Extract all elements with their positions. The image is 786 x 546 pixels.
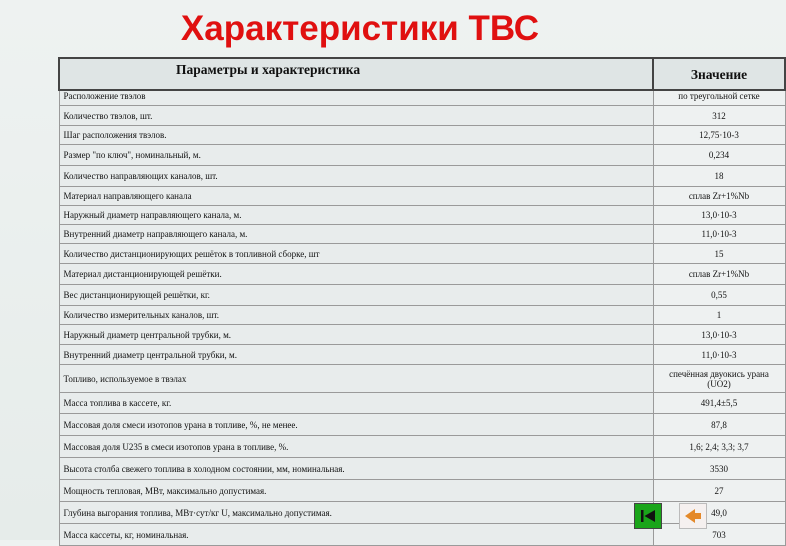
table-row	[59, 325, 785, 345]
value-cell: 3530	[653, 458, 785, 480]
value-cell: 11,0·10-3	[653, 345, 785, 365]
table-row	[59, 306, 785, 325]
parameter-cell: Топливо, используемое в твэлах	[59, 365, 653, 393]
value-cell: 491,4±5,5	[653, 393, 785, 414]
value-cell: по треугольной сетке	[653, 90, 785, 106]
parameter-cell: Высота столба свежего топлива в холодном состоянии, мм, номинальная.	[59, 458, 653, 480]
first-slide-icon	[640, 509, 656, 523]
parameter-cell: Количество дистанционирующих решёток в топливной сборке, шт	[59, 244, 653, 264]
value-cell: 49,0	[653, 502, 785, 524]
value-cell: 312	[653, 106, 785, 126]
table-row	[59, 264, 785, 285]
value-cell: 87,8	[653, 414, 785, 436]
value-cell: 1,6; 2,4; 3,3; 3,7	[653, 436, 785, 458]
back-button[interactable]	[679, 503, 707, 529]
value-cell: 15	[653, 244, 785, 264]
table-row	[59, 225, 785, 244]
value-cell: 0,55	[653, 285, 785, 306]
value-cell: 13,0·10-3	[653, 206, 785, 225]
table-row	[59, 106, 785, 126]
value-cell: 1	[653, 306, 785, 325]
first-slide-button[interactable]	[634, 503, 662, 529]
parameter-cell: Глубина выгорания топлива, МВт·сут/кг U, максимально допустимая.	[59, 502, 653, 524]
parameter-cell: Внутренний диаметр направляющего канала, м.	[59, 225, 653, 244]
parameter-cell: Материал дистанционирующей решётки.	[59, 264, 653, 285]
parameter-cell: Размер "по ключ", номинальный, м.	[59, 145, 653, 166]
table-row	[59, 166, 785, 187]
value-cell: спечённая двуокись урана (UO2)	[653, 365, 785, 393]
characteristics-table	[58, 57, 786, 546]
column-header-value: Значение	[653, 58, 785, 90]
table-row	[59, 145, 785, 166]
parameter-cell: Внутренний диаметр центральной трубки, м.	[59, 345, 653, 365]
parameter-cell: Количество твэлов, шт.	[59, 106, 653, 126]
column-header-parameter: Параметры и характеристика	[59, 58, 653, 90]
parameter-cell: Массовая доля смеси изотопов урана в топливе, %, не менее.	[59, 414, 653, 436]
parameter-cell: Масса кассеты, кг, номинальная.	[59, 524, 653, 546]
table-row	[59, 436, 785, 458]
table-row	[59, 365, 785, 393]
parameter-cell: Количество направляющих каналов, шт.	[59, 166, 653, 187]
table-row	[59, 458, 785, 480]
parameter-cell: Расположение твэлов	[59, 90, 653, 106]
table-row	[59, 187, 785, 206]
parameter-cell: Мощность тепловая, МВт, максимально допустимая.	[59, 480, 653, 502]
table-header-row	[59, 58, 785, 90]
value-cell: сплав Zr+1%Nb	[653, 187, 785, 206]
parameter-cell: Количество измерительных каналов, шт.	[59, 306, 653, 325]
parameter-cell: Наружный диаметр направляющего канала, м.	[59, 206, 653, 225]
value-cell: 0,234	[653, 145, 785, 166]
parameter-cell: Материал направляющего канала	[59, 187, 653, 206]
table-row	[59, 414, 785, 436]
table-row	[59, 126, 785, 145]
table-row	[59, 90, 785, 106]
parameter-cell: Наружный диаметр центральной трубки, м.	[59, 325, 653, 345]
value-cell: 13,0·10-3	[653, 325, 785, 345]
table-row	[59, 345, 785, 365]
parameter-cell: Масса топлива в кассете, кг.	[59, 393, 653, 414]
parameter-cell: Вес дистанционирующей решётки, кг.	[59, 285, 653, 306]
table-row	[59, 480, 785, 502]
table-row	[59, 524, 785, 546]
table-row	[59, 244, 785, 264]
value-cell: сплав Zr+1%Nb	[653, 264, 785, 285]
parameter-cell: Шаг расположения твэлов.	[59, 126, 653, 145]
parameter-cell: Массовая доля U235 в смеси изотопов урана в топливе, %.	[59, 436, 653, 458]
value-cell: 12,75·10-3	[653, 126, 785, 145]
table-row	[59, 502, 785, 524]
page-title: Характеристики ТВС	[180, 9, 540, 48]
value-cell: 27	[653, 480, 785, 502]
value-cell: 18	[653, 166, 785, 187]
value-cell: 703	[653, 524, 785, 546]
table-row	[59, 393, 785, 414]
value-cell: 11,0·10-3	[653, 225, 785, 244]
back-arrow-icon	[684, 508, 702, 524]
table-row	[59, 285, 785, 306]
table-row	[59, 206, 785, 225]
